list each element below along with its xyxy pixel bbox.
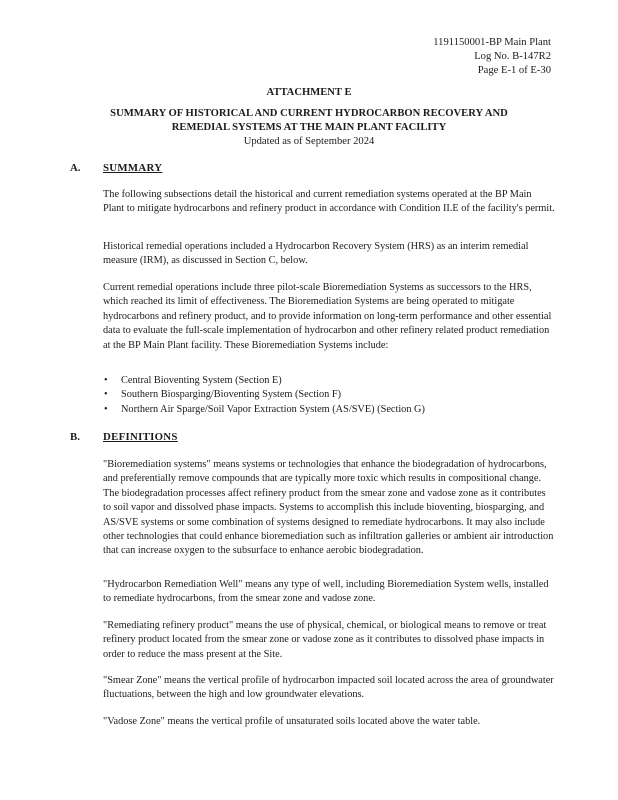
definition-vadose-zone: "Vadose Zone" means the vertical profile of unsaturated soils located above the water table. [103,716,481,727]
list-item: • Northern Air Sparge/Soil Vapor Extraction System (AS/SVE) (Section G) [103,403,425,417]
list-item: • Central Bioventing System (Section E) [103,374,425,388]
page-header [433,36,551,78]
section-a-letter: A. [70,162,81,174]
section-b-title: DEFINITIONS [103,431,178,443]
list-item: • Southern Biosparging/Bioventing System (Section F) [103,388,425,402]
definition-hydrocarbon-remediation-well: "Hydrocarbon Remediation Well" means any type of well, including Bioremediation System wells, installed to remediate hydrocarbons, from the smear zone and vadose zone. [103,579,549,605]
section-b-letter: B. [70,431,80,443]
page-number: Page E-1 of E-30 [477,65,551,76]
summary-paragraph-3: Current remedial operations include three pilot-scale Bioremediation Systems as successors to the HRS, which reached its limit of effectiveness. The Bioremediation Systems are being operated to mitigate hydrocarbons and refinery product, and to provide information on long-term performance and other essential data to evaluate the full-scale implementation of hydrocarbon and other refinery related product remediation at the BP Main Plant facility. These Bioremediation Systems include: [103,282,552,351]
updated-date: Updated as of September 2024 [243,136,375,147]
log-number: Log No. B-147R2 [474,51,551,62]
document-title-line2: REMEDIAL SYSTEMS AT THE MAIN PLANT FACILITY [171,122,447,133]
project-number: 1191150001-BP Main Plant [433,37,551,48]
definition-smear-zone: "Smear Zone" means the vertical profile of hydrocarbon impacted soil located across the area of groundwater fluctuations, between the high and low groundwater elevations. [103,675,554,701]
bullet-icon: • [104,389,108,401]
bioremediation-systems-list [103,374,425,417]
document-title-line1: SUMMARY OF HISTORICAL AND CURRENT HYDROCARBON RECOVERY AND [110,108,508,119]
summary-paragraph-1: The following subsections detail the historical and current remediation systems operated at the BP Main Plant to mitigate hydrocarbons and refinery product in accordance with Condition II.E of the facility's permit. [103,189,555,215]
bullet-icon: • [104,375,108,386]
definition-remediating-refinery-product: "Remediating refinery product" means the use of physical, chemical, or biological means to remove or treat refinery product located from the smear zone or vadose zone as it contributes to dissolved phase impacts in order to reduce the mass present at the Site. [103,620,547,660]
summary-paragraph-2: Historical remedial operations included a Hydrocarbon Recovery System (HRS) as an interim remedial measure (IRM), as discussed in Section C, below. [103,241,529,267]
bullet-icon: • [104,403,108,415]
section-a-title: SUMMARY [103,162,163,174]
attachment-title: ATTACHMENT E [266,87,352,98]
definition-bioremediation-systems: "Bioremediation systems" means systems or technologies that enhance the biodegradation of hydrocarbons, and preferentially remove compounds that are typically more toxic which results in compositional change. The biodegradation processes affect refinery product from the smear zone and vadose zone as it contributes to soil vapor and dissolved phase impacts. Systems to accomplish this include bioventing, biosparging, and AS/SVE systems or some combination of systems designed to remediate hydrocarbons. It may also include other technologies that could enhance bioremediation such as infiltration galleries or ambient air introduction that can increase oxygen to the subsurface to enhance aerobic biodegradation. [103,459,554,557]
